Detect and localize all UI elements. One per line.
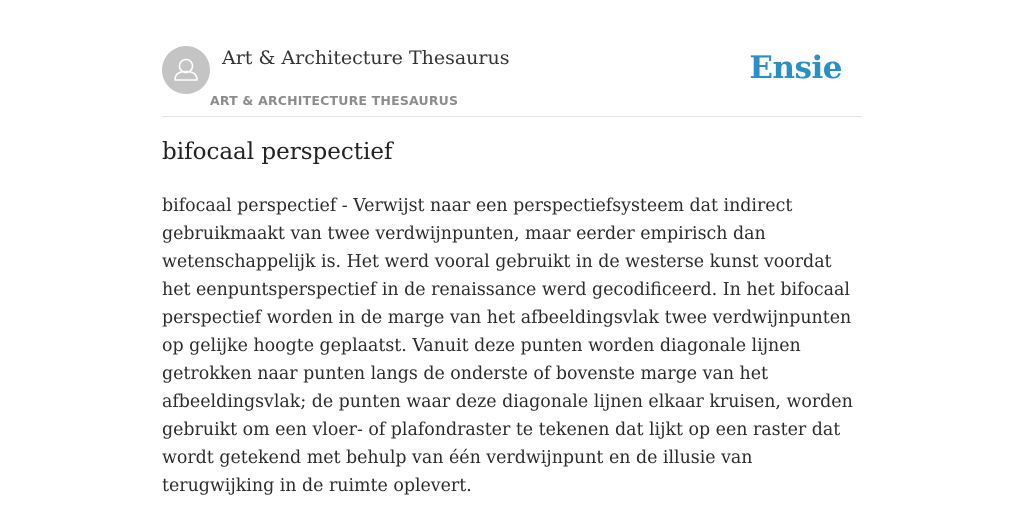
brand-logo[interactable]: Ensie [749,50,842,86]
source-label: ART & ARCHITECTURE THESAURUS [210,93,459,108]
user-silhouette-icon [162,46,210,94]
author-name[interactable]: Art & Architecture Thesaurus [222,47,510,69]
author-header [162,46,862,117]
page-title: bifocaal perspectief [162,139,393,165]
avatar[interactable] [162,46,210,94]
definition-text: bifocaal perspectief - Verwijst naar een perspectiefsysteem dat indirect gebruikmaakt van twee verdwijnpunten, maar eerder empirisch dan wetenschappelijk is. Het werd vooral gebruikt in de westerse kunst voordat het eenpuntsperspectief in de renaissance werd gecodificeerd. In het bifocaal perspectief worden in de marge van het afbeeldingsvlak twee verdwijnpunten op gelijke hoogte geplaatst. Vanuit deze punten worden diagonale lijnen getrokken naar punten langs de onderste of bovenste marge van het afbeeldingsvlak; de punten waar deze diagonale lijnen elkaar kruisen, worden gebruikt om een vloer- of plafondraster te tekenen dat lijkt op een raster dat wordt getekend met behulp van één verdwijnpunt en de illusie van terugwijking in de ruimte oplevert. [162,196,853,496]
